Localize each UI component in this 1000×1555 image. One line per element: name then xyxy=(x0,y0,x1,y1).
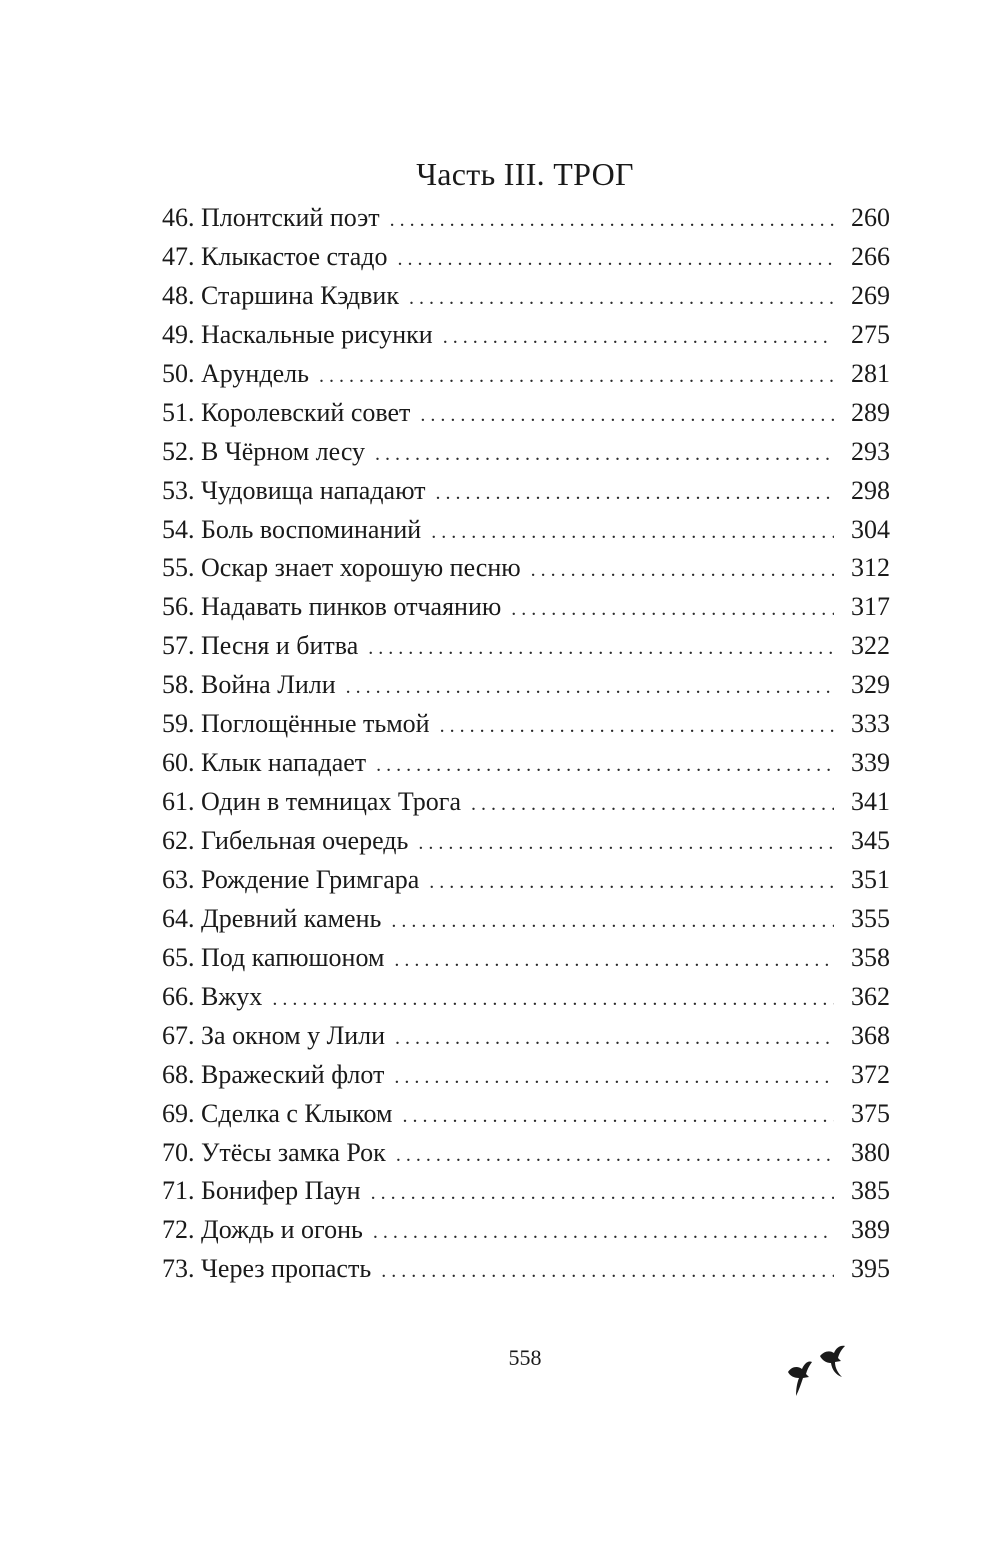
entry-page-number: 341 xyxy=(851,787,890,817)
entry-title: 50. Арундель xyxy=(162,358,309,388)
entry-title: 60. Клык нападает xyxy=(162,748,367,778)
entry-page-number: 329 xyxy=(851,670,890,700)
page-number: 558 xyxy=(508,1345,542,1370)
dot-leader xyxy=(390,201,834,240)
toc-entry xyxy=(162,316,890,355)
toc-entry xyxy=(162,1134,890,1173)
entry-title: 66. Вжух xyxy=(162,981,263,1011)
entry-page-number: 389 xyxy=(851,1215,890,1245)
entry-page-number: 317 xyxy=(851,592,890,622)
toc-entry xyxy=(162,199,890,238)
entry-page-number: 351 xyxy=(851,864,890,894)
toc-entry xyxy=(162,705,890,744)
entry-title: 64. Древний камень xyxy=(162,903,382,933)
toc-entry xyxy=(162,822,890,861)
dot-leader xyxy=(402,1097,834,1136)
dot-leader xyxy=(511,590,834,629)
toc-entry xyxy=(162,783,890,822)
dot-leader xyxy=(429,863,834,902)
dot-leader xyxy=(381,1252,834,1291)
toc-entry xyxy=(162,939,890,978)
part-title: Часть III. ТРОГ xyxy=(416,156,634,192)
entry-title: 56. Надавать пинков отчаянию xyxy=(162,592,502,622)
toc-entry xyxy=(162,861,890,900)
dot-leader xyxy=(420,396,834,435)
dot-leader xyxy=(375,435,834,474)
entry-title: 69. Сделка с Клыком xyxy=(162,1098,393,1128)
entry-page-number: 260 xyxy=(851,203,890,232)
entry-page-number: 375 xyxy=(851,1098,890,1128)
entry-title: 55. Оскар знает хорошую песню xyxy=(162,553,521,583)
entry-title: 63. Рождение Гримгара xyxy=(162,864,420,894)
entry-title: 46. Плонтский поэт xyxy=(162,203,380,232)
entry-page-number: 312 xyxy=(851,553,890,583)
entry-title: 65. Под капюшоном xyxy=(162,942,385,972)
dot-leader xyxy=(431,513,834,552)
dot-leader xyxy=(440,707,834,746)
dot-leader xyxy=(436,474,834,513)
toc-entry xyxy=(162,978,890,1017)
entry-page-number: 275 xyxy=(851,319,890,349)
entry-title: 58. Война Лили xyxy=(162,670,336,700)
entry-page-number: 372 xyxy=(851,1059,890,1089)
entry-title: 70. Утёсы замка Рок xyxy=(162,1137,386,1167)
dot-leader xyxy=(531,551,834,590)
entry-title: 59. Поглощённые тьмой xyxy=(162,709,430,739)
toc-entry xyxy=(162,1172,890,1211)
entry-page-number: 266 xyxy=(851,241,890,271)
entry-page-number: 298 xyxy=(851,475,890,505)
toc-entry xyxy=(162,627,890,666)
entry-title: 68. Вражеский флот xyxy=(162,1059,385,1089)
entry-title: 47. Клыкастое стадо xyxy=(162,241,388,271)
table-of-contents xyxy=(162,199,890,1289)
toc-entry xyxy=(162,1250,890,1289)
toc-entry xyxy=(162,511,890,550)
entry-page-number: 322 xyxy=(851,631,890,661)
entry-page-number: 368 xyxy=(851,1020,890,1050)
toc-entry xyxy=(162,900,890,939)
birds-icon xyxy=(782,1344,852,1400)
entry-page-number: 339 xyxy=(851,748,890,778)
entry-title: 73. Через пропасть xyxy=(162,1254,372,1284)
entry-title: 51. Королевский совет xyxy=(162,397,411,427)
entry-title: 53. Чудовища нападают xyxy=(162,475,426,505)
entry-page-number: 289 xyxy=(851,397,890,427)
toc-entry xyxy=(162,666,890,705)
entry-page-number: 281 xyxy=(851,358,890,388)
dot-leader xyxy=(394,1058,834,1097)
entry-title: 57. Песня и битва xyxy=(162,631,359,661)
entry-page-number: 395 xyxy=(851,1254,890,1284)
toc-entry xyxy=(162,394,890,433)
toc-entry xyxy=(162,433,890,472)
toc-entry xyxy=(162,238,890,277)
dot-leader xyxy=(396,1136,834,1175)
entry-page-number: 345 xyxy=(851,826,890,855)
toc-entry xyxy=(162,588,890,627)
dot-leader xyxy=(376,746,834,785)
entry-title: 48. Старшина Кэдвик xyxy=(162,280,399,310)
toc-entry xyxy=(162,744,890,783)
entry-title: 52. В Чёрном лесу xyxy=(162,436,366,466)
entry-title: 72. Дождь и огонь xyxy=(162,1215,363,1245)
entry-title: 61. Один в темницах Трога xyxy=(162,787,461,817)
entry-title: 71. Бонифер Паун xyxy=(162,1176,361,1206)
entry-page-number: 358 xyxy=(851,942,890,972)
dot-leader xyxy=(397,240,834,279)
entry-page-number: 304 xyxy=(851,514,890,544)
toc-entry xyxy=(162,277,890,316)
entry-title: 67. За окном у Лили xyxy=(162,1020,386,1050)
dot-leader xyxy=(394,941,834,980)
dot-leader xyxy=(368,629,834,668)
entry-title: 54. Боль воспоминаний xyxy=(162,514,422,544)
entry-page-number: 269 xyxy=(851,280,890,310)
entry-page-number: 333 xyxy=(851,709,890,739)
toc-entry xyxy=(162,1095,890,1134)
entry-page-number: 362 xyxy=(851,981,890,1011)
dot-leader xyxy=(471,785,834,824)
toc-entry xyxy=(162,472,890,511)
dot-leader xyxy=(391,902,834,941)
dot-leader xyxy=(272,980,834,1019)
entry-page-number: 355 xyxy=(851,903,890,933)
dot-leader xyxy=(409,279,834,318)
toc-entry xyxy=(162,1056,890,1095)
toc-entry xyxy=(162,355,890,394)
entry-page-number: 385 xyxy=(851,1176,890,1206)
dot-leader xyxy=(371,1174,834,1213)
dot-leader xyxy=(443,318,834,357)
entry-page-number: 293 xyxy=(851,436,890,466)
entry-page-number: 380 xyxy=(851,1137,890,1167)
dot-leader xyxy=(346,668,834,707)
dot-leader xyxy=(319,357,834,396)
dot-leader xyxy=(395,1019,834,1058)
entry-title: 62. Гибельная очередь xyxy=(162,826,409,855)
dot-leader xyxy=(418,824,834,863)
entry-title: 49. Наскальные рисунки xyxy=(162,319,433,349)
toc-entry xyxy=(162,1211,890,1250)
toc-entry xyxy=(162,549,890,588)
toc-entry xyxy=(162,1017,890,1056)
dot-leader xyxy=(373,1213,834,1252)
